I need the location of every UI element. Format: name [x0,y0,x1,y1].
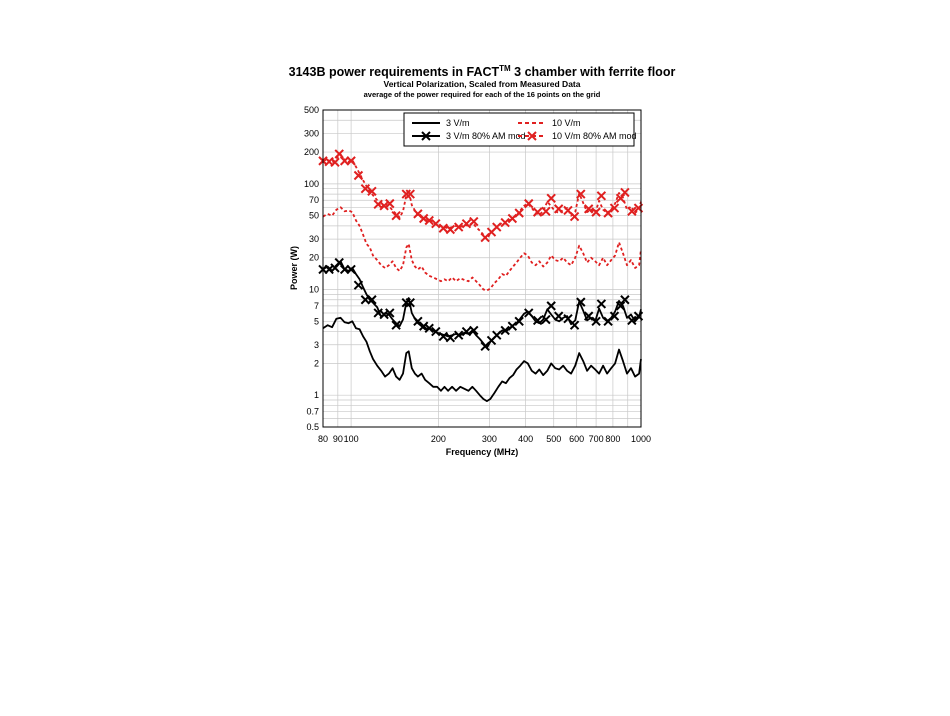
legend-label-3vm-am: 3 V/m 80% AM mod [446,131,526,141]
series-marker [508,322,516,330]
series-marker [571,213,579,221]
y-tick-label: 20 [308,252,319,263]
series-line [323,154,641,239]
series-marker [555,312,563,320]
x-tick-label: 500 [546,434,562,444]
x-axis-label: Frequency (MHz) [445,447,519,457]
chart-title [289,64,676,79]
y-tick-label: 7 [313,300,319,311]
x-tick-label: 400 [518,434,534,444]
y-tick-label: 1 [313,390,319,401]
y-tick-label: 100 [303,178,319,189]
y-tick-label: 30 [308,234,319,245]
y-tick-label: 70 [308,195,319,206]
x-tick-label: 100 [343,434,359,444]
series-marker [571,321,579,329]
y-axis-label: Power (W) [289,246,299,290]
y-tick-label: 200 [303,147,319,158]
series-marker [542,207,550,215]
x-tick-label: 90 [332,434,343,444]
series-line [323,261,641,348]
x-tick-label: 600 [569,434,585,444]
y-tick-label: 0.5 [306,422,319,432]
plot-frame [323,110,641,427]
y-tick-label: 500 [303,105,319,115]
series-line [323,318,641,401]
x-tick-label: 200 [430,434,446,444]
chart-subtitle: Vertical Polarization, Scaled from Measured Data [383,79,581,89]
series-marker [470,218,478,226]
y-tick-label: 0.7 [306,406,319,417]
series-marker [555,205,563,213]
y-tick-label: 50 [308,210,319,221]
chart-title-superscript: TM [499,64,511,73]
legend [404,113,637,146]
x-tick-label: 300 [481,434,497,444]
x-tick-label: 700 [588,434,604,444]
x-tick-label: 80 [317,434,329,444]
x-tick-label: 800 [605,434,621,444]
series-marker [493,331,501,339]
series-marker [462,220,470,228]
y-tick-label: 10 [308,284,319,295]
series-marker [335,150,343,158]
series-marker [501,219,509,227]
x-tick-label: 1000 [630,434,652,444]
series-0 [323,318,641,401]
legend-label-10vm: 10 V/m [552,118,581,128]
y-tick-label: 3 [313,339,319,350]
y-axis-ticks [304,105,319,432]
y-tick-label: 5 [313,316,319,327]
y-tick-label: 300 [303,128,319,139]
series-1 [319,259,642,351]
chart-title-tail: 3 chamber with ferrite floor [510,65,676,79]
series-marker [597,300,605,308]
series-3 [319,150,642,242]
series-marker [534,208,542,216]
grid [323,110,641,427]
y-tick-label: 2 [313,358,319,369]
legend-label-3vm: 3 V/m [446,118,470,128]
series-2 [323,207,641,290]
x-axis-ticks [318,434,651,444]
series-marker [493,223,501,231]
series-marker [597,192,605,200]
legend-box [404,113,634,146]
chart-subtitle-2: average of the power required for each of the 16 points on the grid [363,90,601,99]
chart-title-main: 3143B power requirements in FACT [288,65,500,79]
legend-label-10vm-am: 10 V/m 80% AM mod [552,131,637,141]
series-line [323,207,641,290]
